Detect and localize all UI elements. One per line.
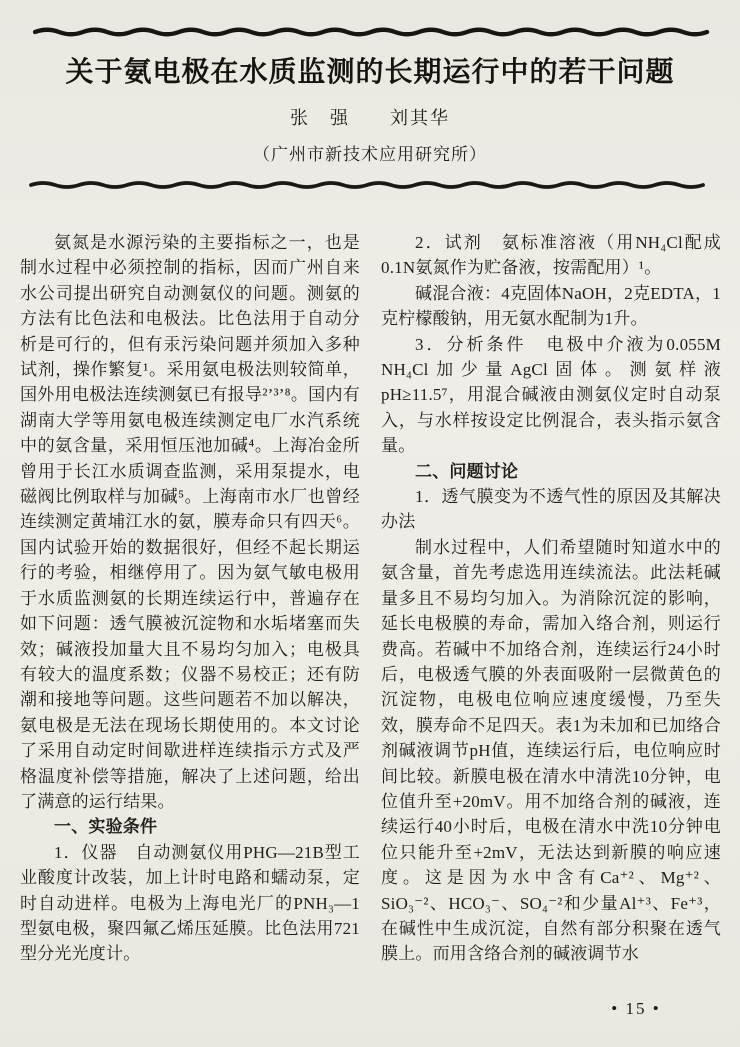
header-divider-rule xyxy=(29,179,711,191)
body-columns xyxy=(20,230,722,967)
intro-paragraph: 氨氮是水源污染的主要指标之一，也是制水过程中必须控制的指标，因而广州自来水公司提出研究自动测氨仪的问题。测氨的方法有比色法和电极法。比色法用于自动分析是可行的，但有汞污染问题并须加入多种试剂，操作繁复¹。采用氨电极法则较简单，国外用电极法连续测氨已有报导²’³’⁸。国内有湖南大学等用氨电极连续测定电厂水汽系统中的氨含量，采用恒压池加碱⁴。上海冶金所曾用于长江水质调查监测，采用泵提水，电磁阀比例取样与加碱⁵。上海南市水厂也曾经连续测定黄埔江水的氨，膜寿命只有四天⁶。国内试验开始的数据很好，但经不起长期运行的考验，相继停用了。因为氨气敏电极用于水质监测氨的长期连续运行中，普遍存在如下问题：透气膜被沉淀物和水垢堵塞而失效；碱液投加量大且不易均匀加入；电极具有较大的温度系数；仪器不易校正；还有防潮和接地等问题。这些问题若不加以解决，氨电极是无法在现场长期使用的。本文讨论了采用自动定时间歇进样连续指示方式及严格温度补偿等措施，解决了上述问题，给出了满意的运行结果。 xyxy=(20,233,360,811)
affiliation-line: （广州市新技术应用研究所） xyxy=(253,145,487,164)
reagents-paragraph: 2．试剂 氨标准溶液（用NH₄Cl配成0.1N氨氮作为贮备液，按需配用）¹。 xyxy=(381,233,721,278)
alkali-mixture-paragraph: 碱混合液：4克固体NaOH，2克EDTA，1克柠檬酸钠，用无氨水配制为1升。 xyxy=(381,283,721,329)
top-border-rule xyxy=(33,26,711,38)
authors-line: 张 强 刘其华 xyxy=(290,108,450,128)
right-column xyxy=(381,230,721,967)
section-1-heading: 一、实验条件 xyxy=(54,817,158,837)
left-column xyxy=(20,230,360,967)
membrane-failure-paragraph: 制水过程中，人们希望随时知道水中的氨含量，首先考虑选用连续流法。此法耗碱量多且不易均匀加入。为消除沉淀的影响，延长电极膜的寿命，需加入络合剂，则运行费高。若碱中不加络合剂，连续运行24小时后，电极透气膜的外表面吸附一层微黄色的沉淀物，电极电位响应速度缓慢，乃至失效，膜寿命不足四天。表1为未加和已加络合剂碱液调节pH值，连续运行后，电位响应时间比较。新膜电极在清水中清洗10分钟，电位值升至+20mV。用不加络合剂的碱液，连续运行40小时后，电极在清水中洗10分钟电位只能升至+2mV，无法达到新膜的响应速度。这是因为水中含有Ca⁺²、Mg⁺²、SiO₃⁻²、HCO₃⁻、SO₄⁻²和少量Al⁺³、Fe⁺³，在碱性中生成沉淀，自然有部分积聚在透气膜上。而用含络合剂的碱液调节水 xyxy=(381,537,721,964)
instruments-paragraph: 1．仪器 自动测氨仪用PHG—21B型工业酸度计改装，加上计时电路和蠕动泵，定时自动进样。电极为上海电光厂的PNH₃—1型氨电极，聚四氟乙烯压延膜。比色法用721型分光光度计。 xyxy=(20,842,360,964)
subsection-1-title: 1．透气膜变为不透气性的原因及其解决办法 xyxy=(381,487,721,532)
page-title: 关于氨电极在水质监测的长期运行中的若干问题 xyxy=(65,57,675,88)
analysis-conditions-paragraph: 3．分析条件 电极中介液为0.055M NH₄Cl加少量AgCl固体。测氨样液pH≥11.5⁷，用混合碱液由测氨仪定时自动泵入，与水样按设定比例混合，表头指示氨含量。 xyxy=(381,334,721,456)
section-2-heading: 二、问题讨论 xyxy=(415,461,519,481)
page-number: • 15 • xyxy=(611,999,661,1018)
